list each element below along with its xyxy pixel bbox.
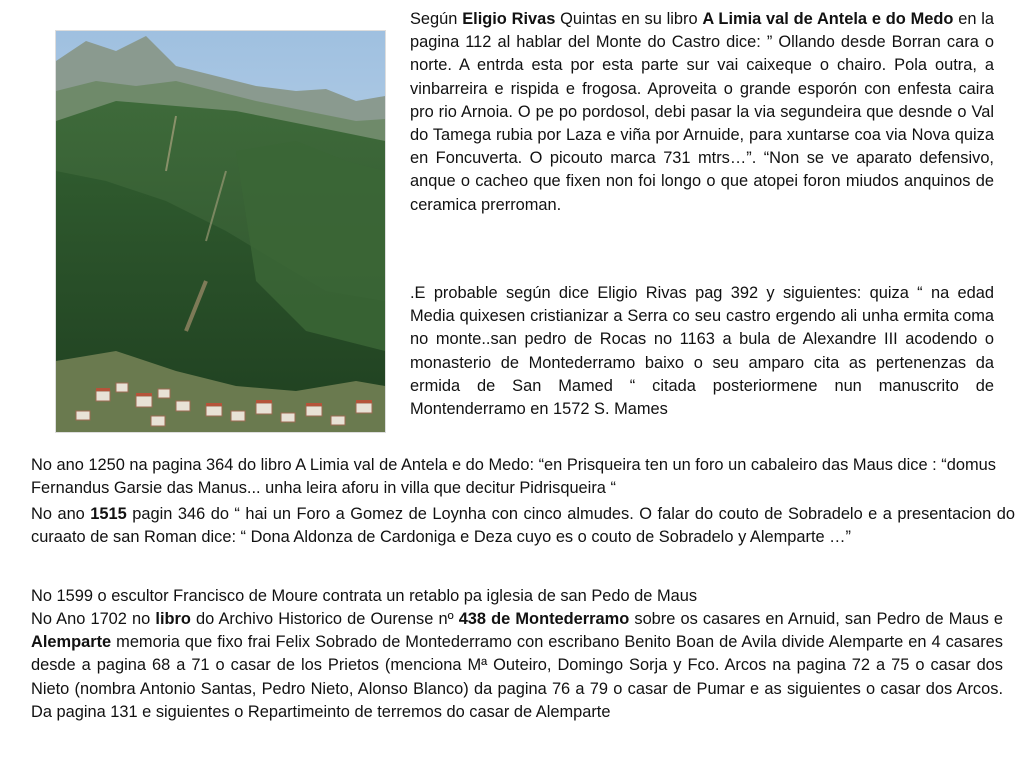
- ano-1702-text: memoria que fixo frai Felix Sobrado de Montederramo con escribano Benito Boan de Avila divide Alemparte en 4 casares desde a pagina 68 a 71 o casar de los Prietos (menciona Mª Outeiro, Domingo Sorja y Fco. Arcos na pagina 72 a 75 o casar dos Nieto (nombra Antonio Santas, Pedro Nieto, Alonso Blanco) da pagina 76 a 79 o casar de Pumar e as siguientes o casar dos Arcos. Da pagina 131 e siguientes o Repartimeinto de terremos do casar de Alemparte: [31, 633, 1003, 721]
- paragraph-ano-1515: [31, 503, 1015, 549]
- year-1515: 1515: [90, 505, 127, 523]
- quote-text: en la pagina 112 al hablar del Monte do Castro dice: ” Ollando desde Borran cara o norte. A entrda esta por esta parte sur vai caixeque o chairo. Pola outra, a vinbarreira e rispida e frogosa. Aproveita o grande esporón con enfesta caira pro rio Arnoia. O pe po pordosol, debi pasar la via segundeira que desnde o Val do Tamega rubia por Laza e viña por Arnuide, para xuntarse coa via Nova quiza en Foncuverta. O picouto marca 731 mtrs…”. “Non se ve aparato defensivo, anque o cacheo que fixen non foi longo o que atopei foron miudos anquinos de ceramica prerroman.: [410, 10, 995, 214]
- paragraph-ano-1702: [31, 608, 1003, 724]
- libro-bold: libro: [155, 610, 191, 628]
- ano-1702-mid1: do Archivo Historico de Ourense nº: [190, 610, 459, 628]
- archive-number: 438 de Montederramo: [458, 610, 630, 628]
- book-title: A Limia val de Antela e do Medo: [702, 10, 954, 28]
- paragraph-eligio-rivas-monte-do-castro: [410, 8, 994, 217]
- place-alemparte: Alemparte: [31, 633, 112, 652]
- author-name: Eligio Rivas: [462, 10, 556, 28]
- paragraph-ermita-san-mamed: [410, 282, 994, 421]
- mountain-village-photo: [55, 30, 386, 433]
- ano-1250-text: No ano 1250 na pagina 364 do libro A Limia val de Antela e do Medo: “en Prisqueira ten un foro un cabaleiro das Maus dice : “domus Fernandus Garsie das Manus... unha leira aforu in villa que decitur Pidrisqueira “: [31, 456, 996, 498]
- ermita-text: .E probable según dice Eligio Rivas pag 392 y siguientes: quiza “ na edad Media quixesen cristianizar a Serra co seu castro ergendo ali unha ermita coma no monte..san pedro de Rocas no 1163 a bula de Alexandre III acodendo o monasterio de Montederramo baixo o seu amparo cita as pertenenzas da ermida de San Mamed “ citada posteriormene nun manuscrito de Montenderramo en 1572 S. Mames: [410, 284, 994, 419]
- ano-1599-text: No 1599 o escultor Francisco de Moure contrata un retablo pa iglesia de san Pedo de Maus: [31, 587, 698, 605]
- ano-1702-pre: No Ano 1702 no: [31, 610, 156, 628]
- forest-valley-image: [56, 31, 385, 432]
- paragraph-ano-1599: [31, 585, 1015, 608]
- intro-mid-text: Quintas en su libro: [555, 10, 703, 28]
- ano-1702-mid2: sobre os casares en Arnuid, san Pedro de Maus e: [629, 610, 1004, 628]
- ano-1515-text: pagin 346 do “ hai un Foro a Gomez de Loynha con cinco almudes. O falar do couto de Sobradelo e a presentacion do curaato de san Roman dice: “ Dona Aldonza de Cardoniga e Deza cuyo es o couto de Sobradelo y Alemparte …”: [31, 505, 1015, 547]
- paragraph-ano-1250: [31, 454, 1015, 500]
- ano-1515-pre: No ano: [31, 505, 91, 523]
- intro-text: Según: [410, 10, 463, 28]
